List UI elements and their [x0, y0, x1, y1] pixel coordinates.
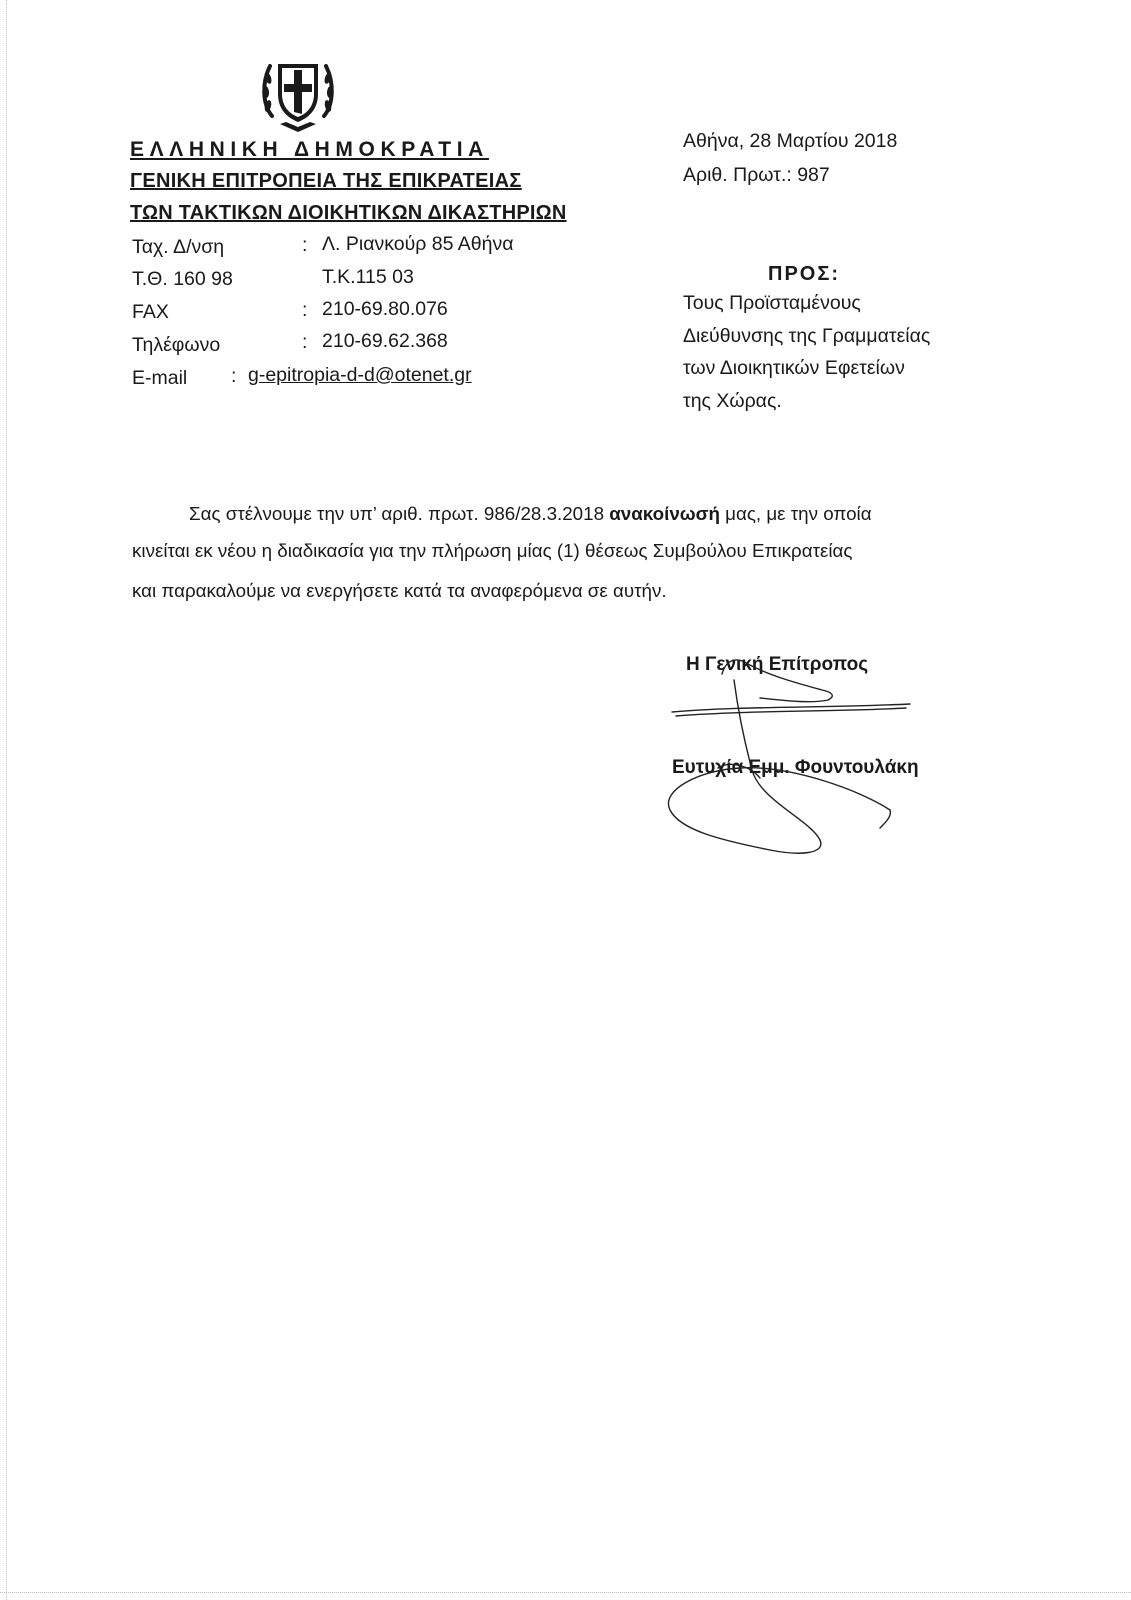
- body-emphasis: ανακοίνωσή: [609, 503, 720, 524]
- body-paragraph-line-2: κινείται εκ νέου η διαδικασία για την πλήρωση μίας (1) θέσεως Συμβούλου Επικρατείας: [132, 540, 853, 561]
- postal-code: Τ.Κ.115 03: [322, 266, 414, 288]
- scan-edge-bottom: [0, 1592, 1131, 1594]
- recipient-line: της Χώρας.: [683, 390, 782, 412]
- fax-colon: :: [302, 299, 308, 321]
- address-label: Ταχ. Δ/νση: [132, 236, 225, 258]
- email-link[interactable]: g-epitropia-d-d@otenet.gr: [248, 364, 472, 386]
- recipient-line: Διεύθυνσης της Γραμματείας: [683, 325, 931, 347]
- hellenic-coat-of-arms-icon: [258, 52, 338, 134]
- place-date: Αθήνα, 28 Μαρτίου 2018: [683, 130, 898, 152]
- recipient-heading: ΠΡΟΣ:: [768, 263, 841, 285]
- scan-edge-left: [6, 0, 8, 1600]
- body-paragraph-line-3: και παρακαλούμε να ενεργήσετε κατά τα αναφερόμενα σε αυτήν.: [132, 580, 667, 601]
- recipient-line: Τους Προϊσταμένους: [683, 292, 861, 314]
- po-box-label: Τ.Θ. 160 98: [132, 268, 233, 290]
- body-text: μας, με την οποία: [719, 503, 872, 524]
- handwritten-signature: [660, 650, 940, 860]
- signature-name: Ευτυχία Εμμ. Φουντουλάκη: [672, 757, 919, 778]
- email-colon: :: [231, 365, 237, 387]
- body-text: Σας στέλνουμε την υπ’ αριθ. πρωτ. 986/28.3.2018: [189, 503, 610, 524]
- sender-republic: ΕΛΛΗΝΙΚΗ ΔΗΜΟΚΡΑΤΙΑ: [130, 138, 489, 161]
- address-value: Λ. Ριανκούρ 85 Αθήνα: [322, 233, 514, 255]
- address-colon: :: [302, 234, 308, 256]
- phone-value: 210-69.62.368: [322, 330, 448, 352]
- body-paragraph-line-1: [132, 503, 1064, 525]
- signature-title: Η Γενική Επίτροπος: [686, 654, 869, 675]
- protocol-number: Αριθ. Πρωτ.: 987: [683, 164, 830, 186]
- fax-value: 210-69.80.076: [322, 298, 448, 320]
- email-label: E-mail: [132, 367, 188, 389]
- fax-label: FAX: [132, 301, 169, 323]
- phone-label: Τηλέφωνο: [132, 334, 221, 356]
- sender-commission: ΓΕΝΙΚΗ ΕΠΙΤΡΟΠΕΙΑ ΤΗΣ ΕΠΙΚΡΑΤΕΙΑΣ: [130, 170, 522, 192]
- recipient-line: των Διοικητικών Εφετείων: [683, 357, 905, 379]
- sender-courts: ΤΩΝ ΤΑΚΤΙΚΩΝ ΔΙΟΙΚΗΤΙΚΩΝ ΔΙΚΑΣΤΗΡΙΩΝ: [130, 202, 567, 224]
- phone-colon: :: [302, 331, 308, 353]
